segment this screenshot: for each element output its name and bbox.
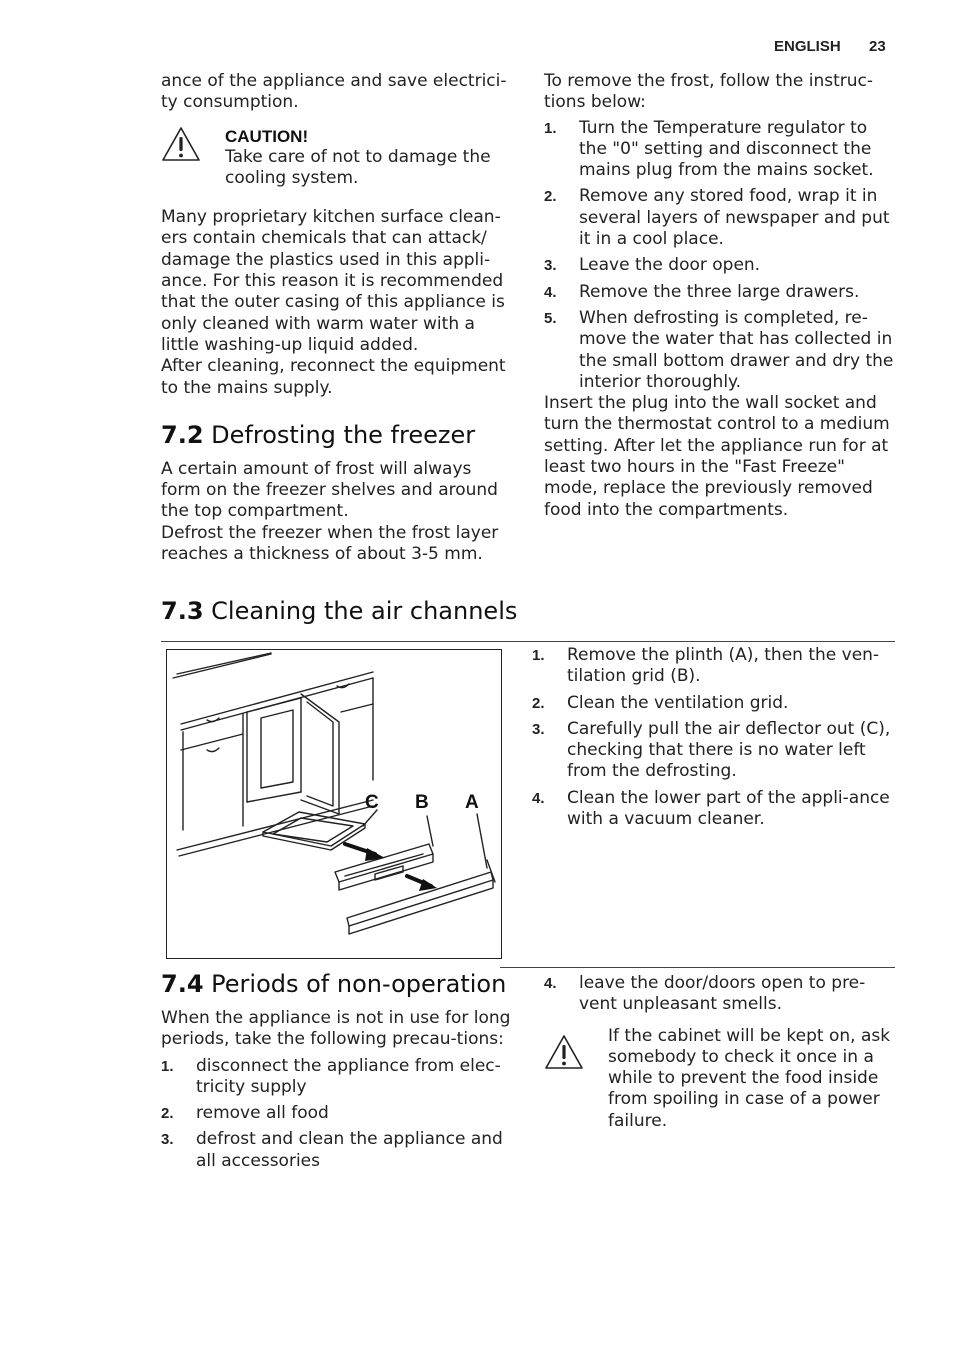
non-operation-step: 4. leave the door/doors open to pre-vent unpleasant smells. xyxy=(544,973,866,1015)
section-divider xyxy=(500,967,895,968)
section-7-2-heading xyxy=(161,421,514,449)
defrost-steps xyxy=(544,118,896,394)
section-7-4-number: 7.4 xyxy=(161,970,204,998)
air-channel-steps-column xyxy=(532,645,894,830)
defrost-outro: Insert the plug into the wall socket and turn the thermostat control to a medium setting. After let the appliance run for at least two hours in the "Fast Freeze" mode, replace the previously removed food into the compartments. xyxy=(544,393,890,520)
non-operation-step: 2. remove all food xyxy=(161,1103,329,1124)
section-divider xyxy=(161,641,895,642)
defrost-step: 5. When defrosting is completed, re-move the water that has collected in the small bottom drawer and dry the interior thoroughly. xyxy=(544,307,894,392)
air-channels-figure xyxy=(166,649,502,959)
section-7-3-number: 7.3 xyxy=(161,597,204,625)
page-number: 23 xyxy=(869,38,886,55)
defrost-when-paragraph: Defrost the freezer when the frost layer reaches a thickness of about 3-5 mm. xyxy=(161,522,499,565)
caution-block xyxy=(161,126,514,190)
reconnect-paragraph: After cleaning, reconnect the equipment to the mains supply. xyxy=(161,356,506,398)
defrost-intro: To remove the frost, follow the instruc-tions below: xyxy=(544,71,874,113)
air-channel-step: 3. Carefully pull the air deflector out (C), checking that there is no water left from the defrosting. xyxy=(532,718,891,782)
label-c: C xyxy=(365,792,379,813)
air-channel-step: 2. Clean the ventilation grid. xyxy=(532,692,789,713)
air-channel-steps xyxy=(532,645,894,830)
section-7-2-title: Defrosting the freezer xyxy=(211,420,476,449)
defrost-step: 4. Remove the three large drawers. xyxy=(544,281,860,302)
defrost-step: 1. Turn the Temperature regulator to the "0" setting and disconnect the mains plug from the mains socket. xyxy=(544,117,874,181)
warning-text: If the cabinet will be kept on, ask somebody to check it once in a while to prevent the food inside from spoiling in case of a power failure. xyxy=(608,1025,891,1131)
power-failure-warning xyxy=(544,1026,896,1132)
non-operation-step: 1. disconnect the appliance from elec-tricity supply xyxy=(161,1055,501,1097)
cleaning-paragraph: Many proprietary kitchen surface clean-ers contain chemicals that can attack/ damage the plastics used in this appli-ance. For this reason it is recommended that the outer casing of this appliance is only cleaned with warm water with a little washing-up liquid added. xyxy=(161,207,505,355)
section-7-2-number: 7.2 xyxy=(161,420,204,449)
label-a: A xyxy=(465,792,479,813)
caution-text: Take care of not to damage the cooling system. xyxy=(225,146,491,188)
non-operation-steps xyxy=(161,1056,514,1172)
section-7-3-title: Cleaning the air channels xyxy=(211,597,518,625)
appliance-illustration xyxy=(167,650,501,958)
non-operation-steps-continued xyxy=(544,973,896,1016)
left-column-top xyxy=(161,71,514,565)
section-7-4-heading xyxy=(161,970,514,998)
warning-triangle-icon xyxy=(161,126,201,162)
right-column-top xyxy=(544,71,896,521)
left-column-bottom xyxy=(161,970,514,1172)
section-7-4-title: Periods of non-operation xyxy=(211,970,507,998)
defrost-step: 3. Leave the door open. xyxy=(544,255,761,276)
air-channel-step: 4. Clean the lower part of the appli-ance with a vacuum cleaner. xyxy=(532,787,890,830)
non-operation-step: 3. defrost and clean the appliance and all accessories xyxy=(161,1129,503,1171)
label-b: B xyxy=(415,792,429,813)
air-channel-step: 1. Remove the plinth (A), then the ven-tilation grid (B). xyxy=(532,645,880,687)
caution-title: CAUTION! xyxy=(225,126,309,146)
section-7-3-heading xyxy=(161,597,517,625)
non-operation-intro: When the appliance is not in use for long periods, take the following precau-tions: xyxy=(161,1008,511,1050)
warning-triangle-icon xyxy=(544,1034,584,1070)
language-label: ENGLISH xyxy=(774,38,841,55)
right-column-bottom xyxy=(544,973,896,1132)
defrost-step: 2. Remove any stored food, wrap it in several layers of newspaper and put it in a cool place. xyxy=(544,186,890,250)
intro-continuation: ance of the appliance and save electrici-ty consumption. xyxy=(161,71,507,113)
frost-paragraph: A certain amount of frost will always form on the freezer shelves and around the top compartment. xyxy=(161,458,498,522)
